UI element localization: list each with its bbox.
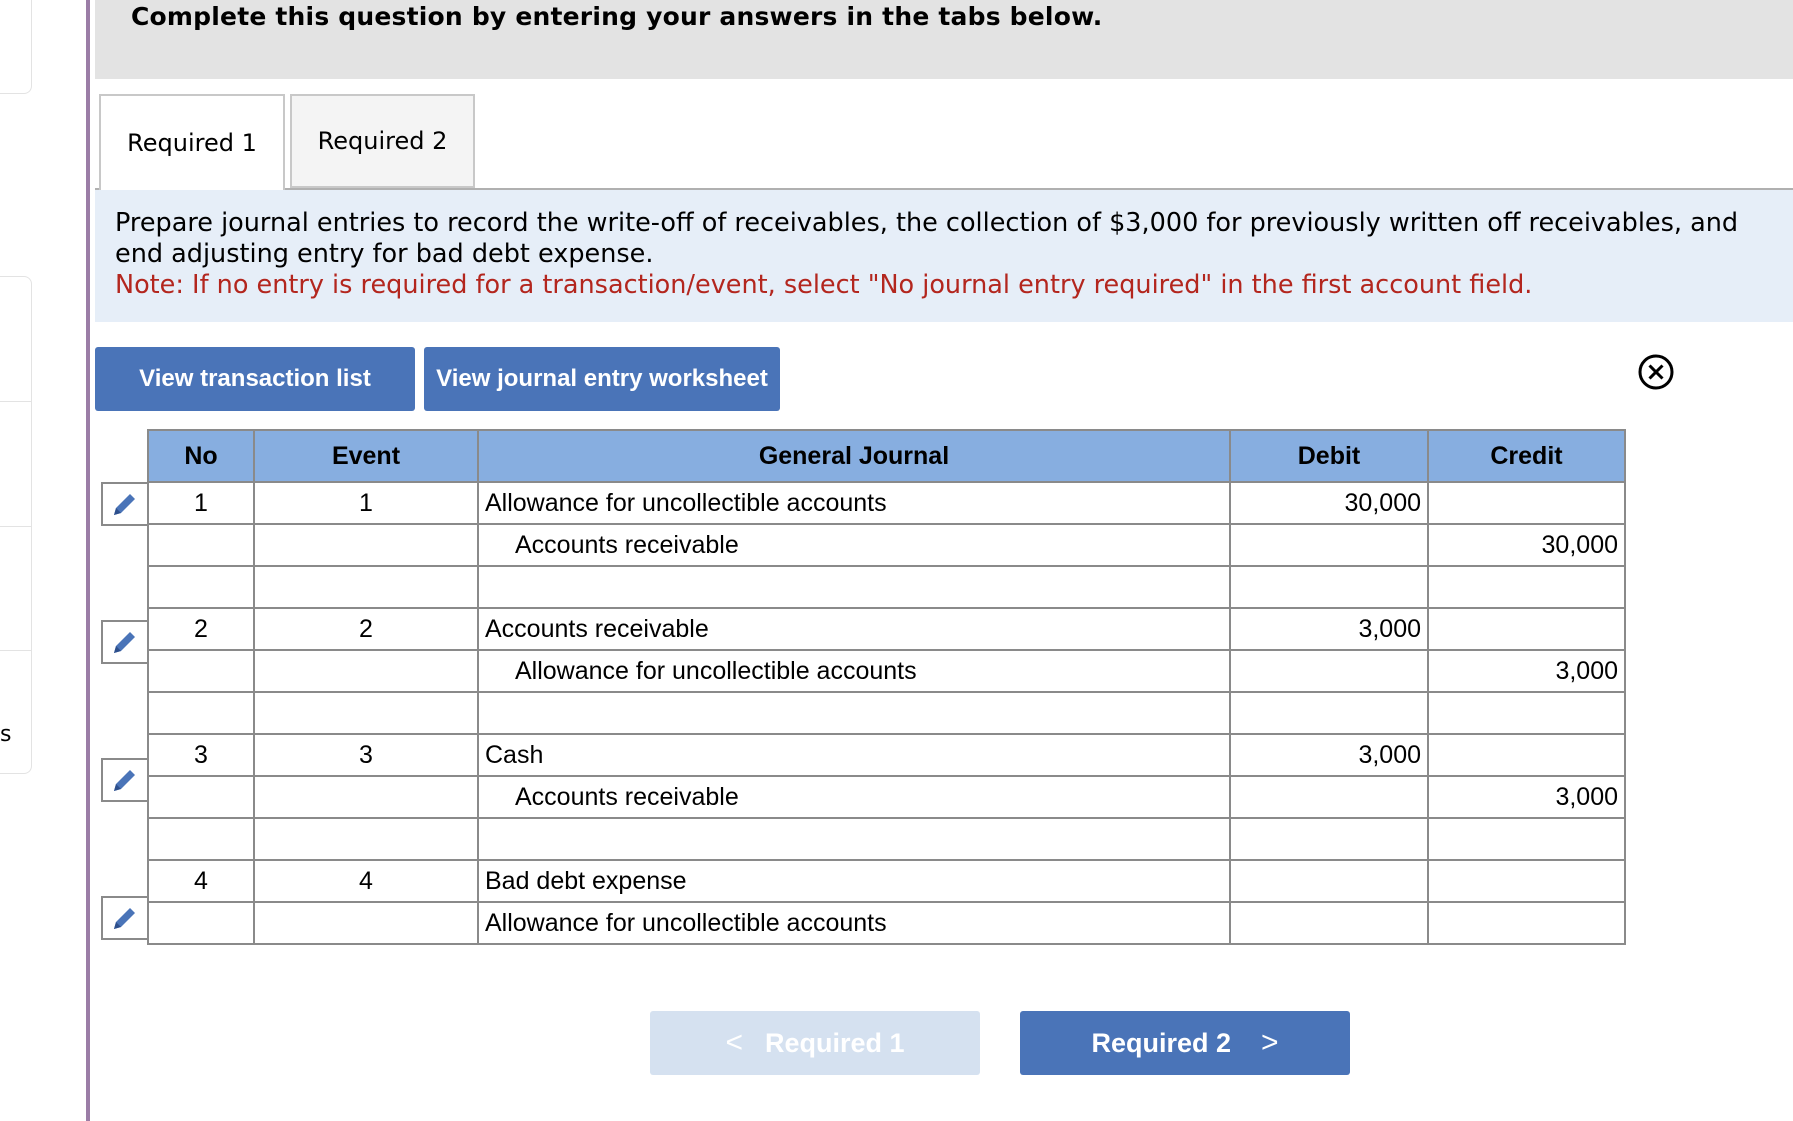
- row-debit[interactable]: [1230, 902, 1428, 944]
- row-no: [148, 650, 254, 692]
- row-event: [254, 566, 478, 608]
- edit-entry-2-button[interactable]: [101, 620, 147, 664]
- row-account[interactable]: Allowance for uncollectible accounts: [478, 482, 1230, 524]
- row-debit[interactable]: [1230, 860, 1428, 902]
- next-label: Required 2: [1091, 1027, 1231, 1058]
- row-no: [148, 524, 254, 566]
- table-row: [148, 566, 1625, 608]
- row-event: [254, 692, 478, 734]
- pencil-icon: [110, 903, 140, 933]
- row-account[interactable]: Allowance for uncollectible accounts: [478, 650, 1230, 692]
- row-no: [148, 692, 254, 734]
- chevron-right-icon: >: [1261, 1026, 1279, 1059]
- row-debit[interactable]: [1230, 692, 1428, 734]
- row-event: [254, 818, 478, 860]
- table-row: [148, 608, 1625, 650]
- row-no: [148, 566, 254, 608]
- close-circle-icon[interactable]: [1638, 354, 1674, 390]
- table-row: [148, 734, 1625, 776]
- row-credit[interactable]: [1428, 566, 1625, 608]
- row-no: 4: [148, 860, 254, 902]
- row-no: [148, 776, 254, 818]
- table-row: [148, 482, 1625, 524]
- col-header-debit: Debit: [1230, 430, 1428, 482]
- side-divider: [0, 401, 32, 402]
- table-row: [148, 524, 1625, 566]
- row-credit[interactable]: 30,000: [1428, 524, 1625, 566]
- prev-label: Required 1: [764, 1027, 905, 1058]
- row-credit[interactable]: [1428, 482, 1625, 524]
- table-row: [148, 818, 1625, 860]
- table-row: [148, 692, 1625, 734]
- col-header-no: No: [148, 430, 254, 482]
- row-credit[interactable]: [1428, 902, 1625, 944]
- next-required-2-button[interactable]: [1020, 1011, 1350, 1075]
- table-header-row: [148, 430, 1625, 482]
- instructions-text: Prepare journal entries to record the write-off of receivables, the collection of $3,000 for previously written off receivables, and end adjusting entry for bad debt expense.: [115, 208, 1739, 269]
- side-divider: [0, 526, 32, 527]
- table-row: [148, 902, 1625, 944]
- row-account[interactable]: Accounts receivable: [478, 608, 1230, 650]
- prev-required-1-button[interactable]: [650, 1011, 980, 1075]
- side-stub-text: s: [0, 722, 12, 747]
- pencil-icon: [110, 627, 140, 657]
- row-event: [254, 776, 478, 818]
- view-journal-worksheet-button[interactable]: View journal entry worksheet: [424, 347, 780, 411]
- left-accent-rule: [86, 0, 90, 1121]
- row-debit[interactable]: 3,000: [1230, 608, 1428, 650]
- row-no: [148, 902, 254, 944]
- edit-entry-4-button[interactable]: [101, 896, 147, 940]
- journal-table: [147, 429, 1626, 945]
- row-event: [254, 524, 478, 566]
- side-divider: [0, 650, 32, 651]
- row-debit[interactable]: [1230, 650, 1428, 692]
- instructions-note: Note: If no entry is required for a transaction/event, select "No journal entry required" in the first account field.: [115, 270, 1533, 300]
- row-no: 1: [148, 482, 254, 524]
- edit-entry-3-button[interactable]: [101, 758, 147, 802]
- table-row: [148, 860, 1625, 902]
- pencil-icon: [110, 765, 140, 795]
- row-account[interactable]: [478, 566, 1230, 608]
- side-panel-list: [0, 276, 32, 774]
- row-account[interactable]: Bad debt expense: [478, 860, 1230, 902]
- row-debit[interactable]: [1230, 524, 1428, 566]
- row-credit[interactable]: 3,000: [1428, 650, 1625, 692]
- row-account[interactable]: Allowance for uncollectible accounts: [478, 902, 1230, 944]
- row-event: [254, 902, 478, 944]
- row-credit[interactable]: [1428, 692, 1625, 734]
- col-header-credit: Credit: [1428, 430, 1625, 482]
- row-credit[interactable]: [1428, 734, 1625, 776]
- row-debit[interactable]: 3,000: [1230, 734, 1428, 776]
- chevron-left-icon: <: [725, 1026, 743, 1059]
- row-debit[interactable]: [1230, 818, 1428, 860]
- row-event: 1: [254, 482, 478, 524]
- row-account[interactable]: Cash: [478, 734, 1230, 776]
- row-event: 3: [254, 734, 478, 776]
- row-credit[interactable]: [1428, 608, 1625, 650]
- row-credit[interactable]: 3,000: [1428, 776, 1625, 818]
- row-account[interactable]: Accounts receivable: [478, 776, 1230, 818]
- row-account[interactable]: [478, 818, 1230, 860]
- question-header: [95, 0, 1793, 79]
- row-no: [148, 818, 254, 860]
- header-text: Complete this question by entering your answers in the tabs below.: [131, 2, 1103, 31]
- row-event: 4: [254, 860, 478, 902]
- col-header-journal: General Journal: [478, 430, 1230, 482]
- pencil-icon: [110, 489, 140, 519]
- row-account[interactable]: Accounts receivable: [478, 524, 1230, 566]
- row-debit[interactable]: [1230, 566, 1428, 608]
- row-account[interactable]: [478, 692, 1230, 734]
- row-debit[interactable]: 30,000: [1230, 482, 1428, 524]
- table-row: [148, 650, 1625, 692]
- side-panel-top: [0, 0, 32, 94]
- tab-required-2[interactable]: Required 2: [290, 94, 475, 188]
- tab-required-1[interactable]: Required 1: [99, 94, 285, 190]
- row-debit[interactable]: [1230, 776, 1428, 818]
- row-event: [254, 650, 478, 692]
- row-event: 2: [254, 608, 478, 650]
- table-row: [148, 776, 1625, 818]
- col-header-event: Event: [254, 430, 478, 482]
- row-no: 3: [148, 734, 254, 776]
- row-no: 2: [148, 608, 254, 650]
- row-credit[interactable]: [1428, 860, 1625, 902]
- row-credit[interactable]: [1428, 818, 1625, 860]
- view-transaction-list-button[interactable]: View transaction list: [95, 347, 415, 411]
- edit-entry-1-button[interactable]: [101, 482, 147, 526]
- instructions-panel: [95, 190, 1793, 322]
